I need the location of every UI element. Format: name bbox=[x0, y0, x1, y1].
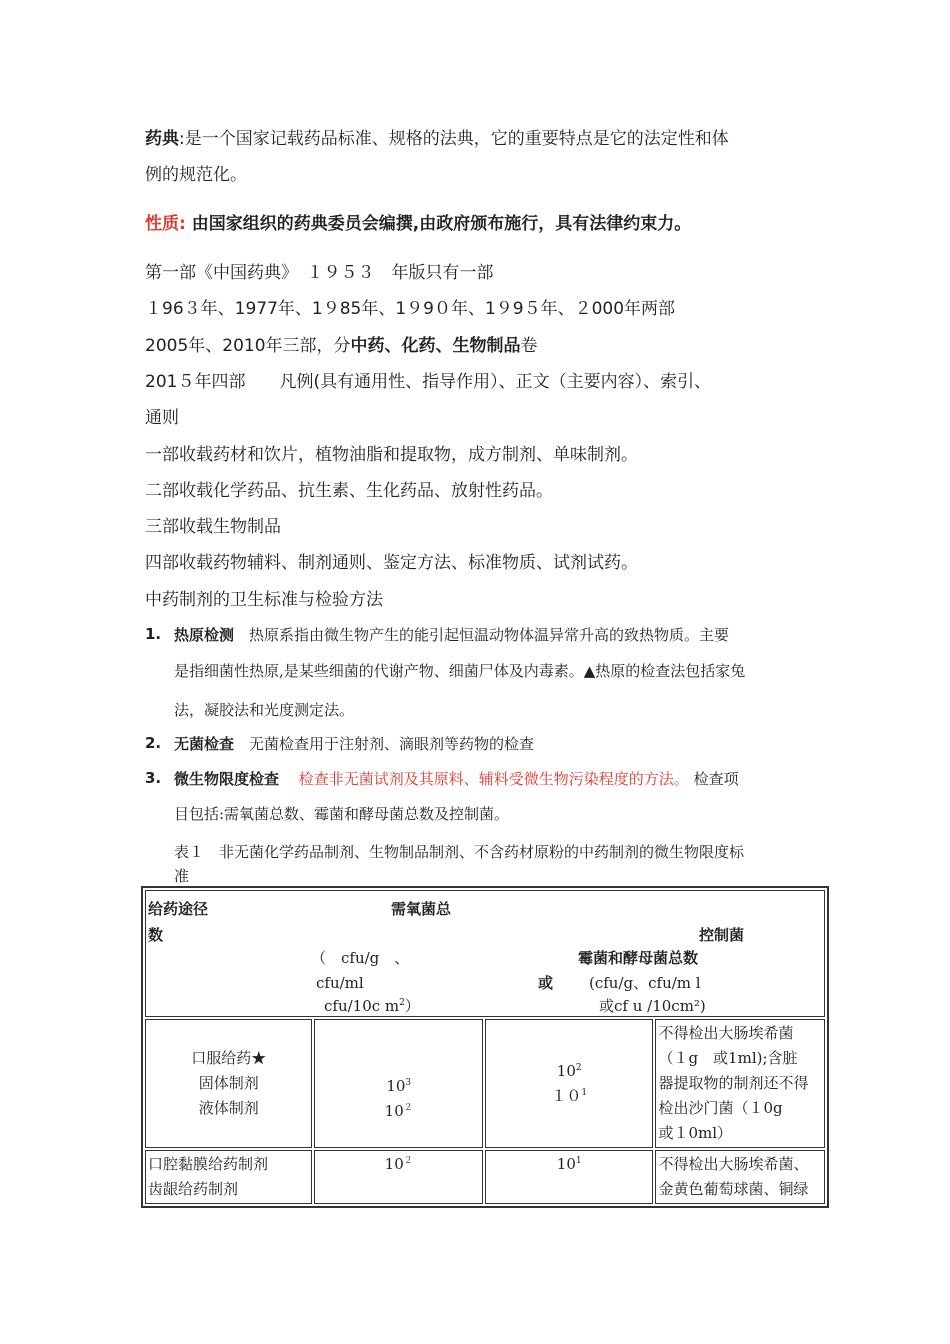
control-cell: 不得检出大肠埃希菌 （１g 或1ml);含脏 器提取物的制剂还不得 检出沙门菌（１0g 或１0ml） bbox=[655, 1019, 825, 1148]
item-2-line-1: 无菌检查 无菌检查用于注射剂、滴眼剂等药物的检查 bbox=[174, 735, 535, 753]
table-row bbox=[145, 1019, 825, 1148]
definition-line-1: 药典:是一个国家记载药品标准、规格的法典，它的重要特点是它的法定性和体 bbox=[145, 129, 729, 149]
header-mold-unit-2: 或cf u /10cm²) bbox=[599, 997, 706, 1015]
history-line-2: １96３年、1977年、1９85年、1９9０年、1９9５年、２000年两部 bbox=[145, 299, 676, 319]
header-mold-unit-1: (cfu/g、cfu/m l bbox=[589, 974, 701, 992]
term-pharmacopoeia: 药典 bbox=[145, 129, 179, 149]
aerobic-count-cell: $10^3$ $10^2$ bbox=[314, 1019, 482, 1148]
history-line-2005: 2005年、2010年三部，分中药、化药、生物制品卷 bbox=[145, 336, 538, 356]
table-caption-line-2: 准 bbox=[174, 867, 190, 885]
nature-line bbox=[145, 213, 691, 235]
nature-label: 性质: bbox=[145, 214, 186, 234]
volume-2-line: 二部收载化学药品、抗生素、生化药品、放射性药品。 bbox=[145, 481, 553, 501]
route-cell: 口服给药★ 固体制剂 液体制剂 bbox=[145, 1019, 312, 1148]
history-line-2015: 201５年四部 凡例(具有通用性、指导作用）、正文（主要内容）、索引、 bbox=[145, 372, 712, 392]
volume-4-line: 四部收载药物辅料、制剂通则、鉴定方法、标准物质、试剂试药。 bbox=[145, 553, 638, 573]
mold-count-cell: $10^1$ bbox=[485, 1150, 653, 1204]
item-1-line-1: 热原检测 热原系指由微生物产生的能引起恒温动物体温异常升高的致热物质。主要 bbox=[174, 626, 730, 644]
header-unit-2: cfu/ml bbox=[316, 974, 364, 992]
table-header-cell bbox=[145, 890, 825, 1017]
header-or: 或 bbox=[538, 974, 554, 992]
volume-3-line: 三部收载生物制品 bbox=[145, 517, 281, 537]
control-cell: 不得检出大肠埃希菌、 金黄色葡萄球菌、铜绿 bbox=[655, 1150, 825, 1204]
header-control: 控制菌 bbox=[699, 926, 745, 944]
volume-1-line: 一部收载药材和饮片，植物油脂和提取物，成方制剂、单味制剂。 bbox=[145, 445, 638, 465]
header-mold: 霉菌和酵母菌总数 bbox=[578, 949, 699, 967]
mold-count-cell: $10^2$ $10^1$ bbox=[485, 1019, 653, 1148]
route-cell: 口腔黏膜给药制剂 齿龈给药制剂 bbox=[145, 1150, 312, 1204]
item-1-number: 1. bbox=[145, 625, 162, 643]
table-caption-line-1: 表１ 非无菌化学药品制剂、生物制品制剂、不含药材原粉的中药制剂的微生物限度标 bbox=[174, 843, 745, 861]
section-title: 中药制剂的卫生标准与检验方法 bbox=[145, 590, 383, 610]
table-row bbox=[145, 1150, 825, 1204]
microbial-limit-table bbox=[141, 886, 829, 1208]
header-route: 给药途径 bbox=[148, 900, 209, 918]
item-3-line-2: 目包括:需氧菌总数、霉菌和酵母菌总数及控制菌。 bbox=[174, 805, 510, 823]
header-unit-1: （ cfu/g 、 bbox=[311, 949, 410, 967]
item-3-line-1: 微生物限度检查 检查非无菌试剂及其原料、辅料受微生物污染程度的方法。 检查项 bbox=[174, 770, 739, 788]
item-1-line-3: 法，凝胶法和光度测定法。 bbox=[174, 701, 355, 719]
item-2-number: 2. bbox=[145, 734, 162, 752]
aerobic-count-cell: $10^2$ bbox=[314, 1150, 482, 1204]
history-line-2015-cont: 通则 bbox=[145, 408, 179, 428]
item-1-line-2: 是指细菌性热原,是某些细菌的代谢产物、细菌尸体及内毒素。▲热原的检查法包括家兔 bbox=[174, 662, 746, 680]
history-line-1: 第一部《中国药典》 １９５３ 年版只有一部 bbox=[145, 263, 494, 283]
nature-text: 由国家组织的药典委员会编撰,由政府颁布施行，具有法律约束力。 bbox=[191, 214, 692, 234]
item-3-number: 3. bbox=[145, 769, 162, 787]
table-header-row bbox=[145, 890, 825, 1017]
header-aerobic: 需氧菌总 bbox=[391, 900, 452, 918]
header-shu: 数 bbox=[148, 926, 164, 944]
definition-line-2: 例的规范化。 bbox=[145, 165, 247, 185]
header-unit-3: cfu/10c $m^2$） bbox=[324, 997, 420, 1015]
